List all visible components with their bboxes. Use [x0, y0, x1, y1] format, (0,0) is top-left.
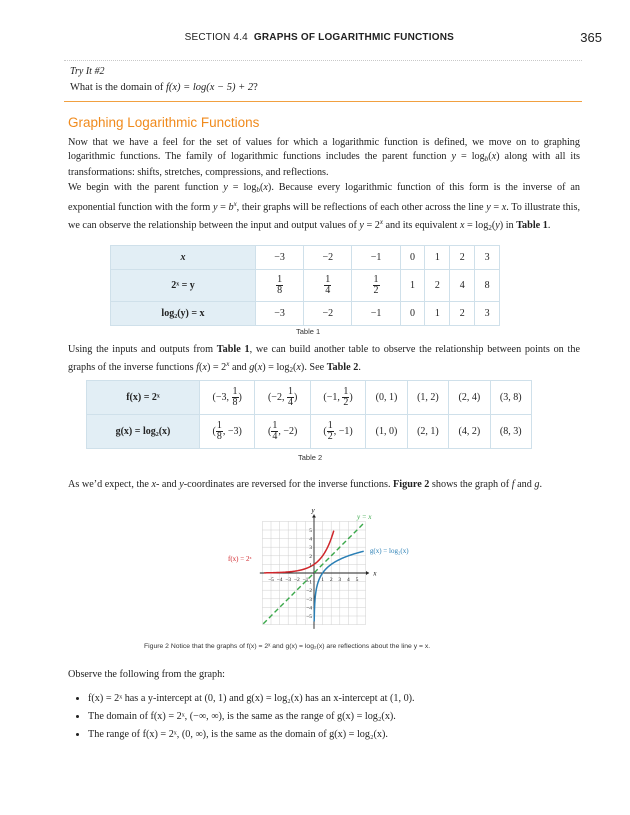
row-label [111, 270, 256, 302]
y-tick-label: 1 [309, 562, 312, 569]
text: in [503, 220, 517, 232]
cell: ( $\frac{1}{4}$ , −2) [255, 415, 310, 449]
cell: −1 [352, 302, 400, 326]
row-label-text: 2ˣ = y [171, 280, 195, 291]
x-tick-label: −3 [285, 577, 292, 583]
list-item: • f(x) = 2ˣ has a y-intercept at (0, 1) and g(x) = log₂(x) has an x-intercept at (1, 0). [88, 690, 588, 708]
y-tick-label: −5 [306, 614, 312, 620]
paragraph-3: Using the inputs and outputs from Table 1, we can build another table to observe the relationship between points on the graphs of the inverse functions $f(x) = 2^x$ and $g(x) = \log_2(x)$. See Table 2. [68, 344, 580, 375]
section-number: SECTION 4.4 [184, 32, 248, 43]
text: We begin with the parent function [68, 182, 224, 193]
cell [304, 270, 352, 302]
g-label: g(x) = log₂(x) [369, 546, 409, 555]
cell: 3 [475, 302, 500, 326]
f-label: f(x) = 2ˣ [228, 554, 252, 563]
x-tick-label: 1 [321, 577, 324, 583]
page-header [0, 30, 630, 46]
cell: 0 [400, 302, 425, 326]
y-tick-label: 5 [309, 528, 312, 534]
list-item: • The range of f(x) = 2ˣ, (0, ∞), is the same as the domain of g(x) = log₂(x). [88, 726, 588, 744]
cell: (4, 2) [449, 415, 490, 449]
x-tick-label: 3 [338, 577, 342, 583]
cell: (1, 0) [366, 415, 407, 449]
text: -coordinates are reversed for the inverse functions. [183, 479, 394, 490]
y-axis-label: y [311, 506, 315, 515]
cell: 1 [400, 270, 425, 302]
table-2-caption: Table 2 [298, 453, 323, 462]
row-label-text: f(x) = 2ˣ [126, 392, 160, 403]
row-label [111, 246, 256, 270]
denominator: 4 [325, 285, 331, 296]
x-tick-label: −1 [302, 577, 309, 583]
cell: (2, 4) [449, 381, 490, 415]
cell: 4 [450, 270, 475, 302]
text: shows the graph of [429, 479, 512, 490]
text: Now that we have a feel for the set of values for which a logarithmic function is defined, we move on to graphing logarithmic functions. The family of logarithmic functions includes the parent function [68, 137, 580, 163]
try-it-text: What is the domain of [70, 82, 166, 93]
section-heading: Graphing Logarithmic Functions [68, 115, 260, 130]
cell: −3 [256, 246, 304, 270]
row-label [111, 302, 256, 326]
text: As we’d expect, the [68, 479, 152, 490]
denominator: 8 [277, 285, 283, 296]
paragraph-1: Now that we have a feel for the set of values for which a logarithmic function is defined, we move on to graphing logarithmic functions. The family of logarithmic functions includes the parent function $y = \log_b(x)$ along with all its transformations: shifts, stretches, compressions, and reflections. [68, 137, 580, 179]
table-2 [86, 380, 532, 449]
text: Using the inputs and outputs from [68, 344, 217, 355]
text: . See [304, 362, 327, 374]
g-curve [314, 551, 364, 621]
cell: 0 [400, 246, 425, 270]
list-item: • The domain of f(x) = 2ˣ, (−∞, ∞), is the same as the range of g(x) = log₂(x). [88, 708, 588, 726]
row-label-text: x [180, 252, 186, 263]
paragraph-2: We begin with the parent function $y = \log_b(x)$. Because every logarithmic function of this form is the inverse of an exponential function with the form $y = b^x$, their graphs will be reflections of each other across the line y = x. To illustrate this, we can observe the relationship between the input and output values of $y = 2^x$ and its equivalent $x = \log_2(y)$ in Table 1. [68, 182, 581, 233]
cell: (−3, $\frac{1}{8}$ ) [200, 381, 255, 415]
cell: −1 [352, 246, 400, 270]
paragraph-4: As we’d expect, the x- and y-coordinates are reversed for the inverse functions. Figure 2 shows the graph of f and g. [68, 479, 543, 490]
try-it-question [70, 82, 258, 93]
text: , their graphs will be reflections of each other across the line [236, 202, 487, 214]
cell: ( $\frac{1}{2}$ , −1) [310, 415, 365, 449]
table-ref[interactable]: Table 1 [216, 344, 250, 355]
figure-2-graph [228, 497, 409, 635]
text: along with all its transformations: shifts, stretches, compressions, and reflections. [68, 151, 580, 179]
x-tick-label: −2 [293, 577, 300, 583]
cell: (0, 1) [366, 381, 407, 415]
numerator: 1 [277, 274, 283, 285]
y-tick-label: 2 [309, 553, 312, 560]
y-arrow [312, 515, 316, 518]
x-axis-label: x [373, 569, 377, 578]
x-tick-label: −4 [276, 577, 283, 583]
figure-2-caption: Figure 2 Notice that the graphs of f(x) = 2ˣ and g(x) = log₂(x) are reflections about the line y = x. [144, 643, 431, 650]
cell: 2 [425, 270, 450, 302]
text: - and [155, 479, 180, 490]
observe-intro: Observe the following from the graph: [68, 669, 226, 680]
y-tick-label: 3 [309, 545, 312, 552]
table-ref[interactable]: Table 2 [326, 362, 359, 374]
cell: 1 [425, 302, 450, 326]
y-tick-label: 4 [309, 536, 312, 543]
divider [64, 60, 582, 61]
cell: (2, 1) [407, 415, 448, 449]
cell: 8 [475, 270, 500, 302]
text: and [229, 362, 250, 374]
cell: 2 [450, 246, 475, 270]
text: . Because every logarithmic function of this form is the inverse of an exponential function with the form [68, 182, 580, 214]
running-head [185, 32, 454, 43]
section-title: GRAPHS OF LOGARITHMIC FUNCTIONS [253, 32, 454, 43]
cell: −2 [304, 302, 352, 326]
f-curve [264, 531, 334, 573]
row-label-text: g(x) = log₂(x) [115, 426, 171, 437]
cell: 1 [425, 246, 450, 270]
cell [352, 270, 400, 302]
y-tick-label: −3 [306, 596, 312, 603]
try-it-math: f(x) = log(x − 5) + 2 [165, 82, 254, 93]
cell: −3 [256, 302, 304, 326]
x-tick-label: 2 [329, 577, 333, 583]
text: and its equivalent [382, 220, 460, 232]
denominator: 2 [373, 285, 379, 296]
cell: (3, 8) [490, 381, 531, 415]
y-tick-label: −1 [306, 579, 312, 586]
divider-orange [64, 101, 582, 102]
y-tick-label: −2 [306, 588, 312, 595]
cell: (−2, $\frac{1}{4}$ ) [255, 381, 310, 415]
try-it-end: ? [253, 82, 258, 93]
cell: (1, 2) [407, 381, 448, 415]
text: , we can build another table to observe the relationship between points on the graphs of the inverse functions [68, 344, 580, 374]
observations-list [70, 690, 588, 744]
table-1-caption: Table 1 [296, 327, 321, 336]
text: . To illustrate this, we can observe the relationship between the input and output values of [68, 202, 581, 232]
table-1 [110, 245, 500, 326]
table-ref[interactable]: Table 1 [516, 220, 548, 232]
cell: ( $\frac{1}{8}$ , −3) [200, 415, 255, 449]
numerator: 1 [325, 274, 331, 285]
line-label: y = x [357, 512, 372, 521]
cell [256, 270, 304, 302]
try-it-label: Try It #2 [70, 66, 105, 77]
text: and [514, 479, 535, 490]
cell: 3 [475, 246, 500, 270]
graph-labels [228, 507, 409, 620]
x-arrow [366, 571, 369, 575]
cell: −2 [304, 246, 352, 270]
cell: (−1, $\frac{1}{2}$ ) [310, 381, 365, 415]
y-tick-label: −4 [306, 605, 312, 612]
row-label [87, 415, 200, 449]
x-tick-label: 5 [355, 577, 359, 583]
x-tick-label: 4 [347, 577, 350, 583]
row-label-text: log₂(y) = x [161, 308, 205, 319]
x-tick-label: −5 [268, 577, 274, 583]
cell: (8, 3) [490, 415, 531, 449]
cell: 2 [450, 302, 475, 326]
numerator: 1 [373, 274, 379, 285]
figure-ref[interactable]: Figure 2 [393, 479, 430, 490]
row-label [87, 381, 200, 415]
page-number: 365 [580, 30, 602, 45]
